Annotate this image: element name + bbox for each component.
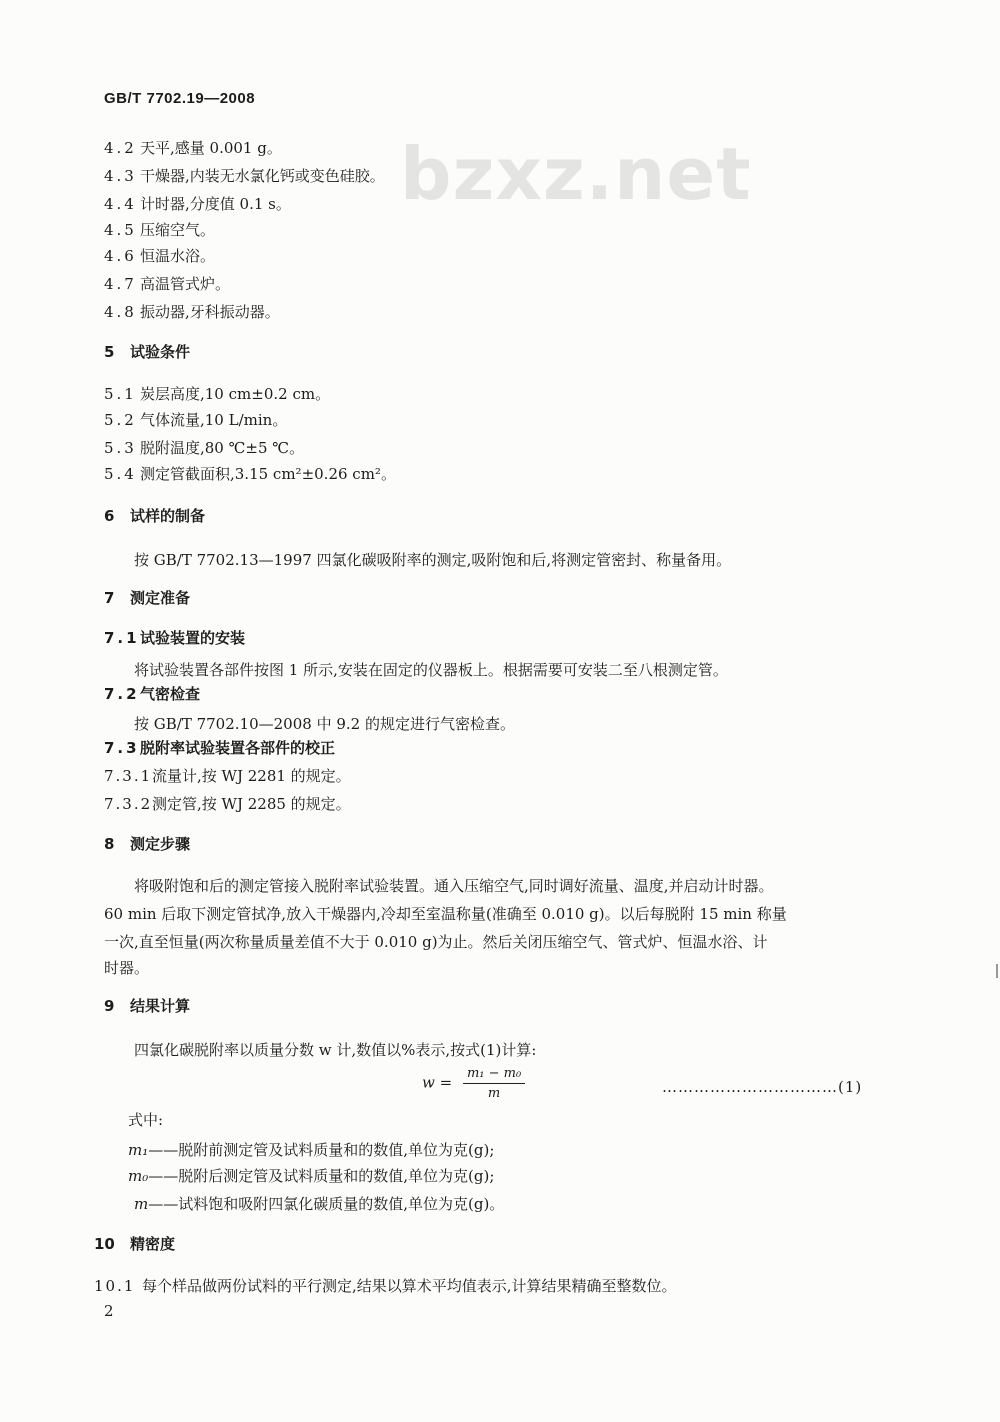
paragraph-line: 时器。	[104, 959, 150, 977]
subsection-number: 7.1	[104, 629, 140, 647]
subsection-heading	[104, 684, 200, 704]
paragraph: 按 GB/T 7702.10—2008 中 9.2 的规定进行气密检查。	[134, 715, 515, 733]
variable-definition	[128, 1140, 494, 1160]
variable-definition	[134, 1194, 504, 1214]
item-text: 天平,感量 0.001 g。	[140, 139, 282, 157]
item-number: 4.4	[104, 195, 137, 213]
section-title: 结果计算	[130, 997, 191, 1015]
paragraph: 将试验装置各部件按图 1 所示,安装在固定的仪器板上。根据需要可安装二至八根测定管。	[134, 661, 728, 679]
paragraph-line: 60 min 后取下测定管拭净,放入干燥器内,冷却至室温称量(准确至 0.010 g)。以后每脱附 15 min 称量	[104, 905, 787, 923]
item-number: 7.3.2	[104, 795, 153, 813]
list-item	[104, 794, 351, 814]
list-item	[104, 766, 351, 786]
section-number: 10	[94, 1235, 115, 1253]
item-text: 流量计,按 WJ 2281 的规定。	[152, 767, 351, 785]
item-number: 4.3	[104, 167, 137, 185]
page-number: 2	[104, 1302, 114, 1320]
item-number: 5.1	[104, 385, 137, 403]
list-item	[104, 166, 385, 186]
variable-definition	[128, 1166, 494, 1186]
formula-numerator: m₁ − m₀	[463, 1066, 525, 1084]
section-heading	[104, 506, 205, 526]
item-text: 脱附温度,80 ℃±5 ℃。	[140, 439, 305, 457]
section-title: 试验条件	[130, 343, 191, 361]
item-number: 5.3	[104, 439, 137, 457]
item-number: 4.2	[104, 139, 137, 157]
variable-symbol: m	[134, 1195, 149, 1213]
item-number: 5.4	[104, 465, 137, 483]
item-text: 炭层高度,10 cm±0.2 cm。	[140, 385, 331, 403]
equation-number: ……………………………(1)	[662, 1078, 863, 1096]
list-item	[104, 220, 215, 240]
subsection-heading	[104, 738, 335, 758]
list-item	[104, 464, 396, 484]
item-text: 振动器,牙科振动器。	[140, 303, 280, 321]
list-item	[104, 438, 304, 458]
section-heading	[104, 996, 190, 1016]
variable-text: ——试料饱和吸附四氯化碳质量的数值,单位为克(g)。	[148, 1195, 505, 1213]
section-number: 8	[104, 835, 115, 853]
item-text: 干燥器,内装无水氯化钙或变色硅胶。	[140, 167, 385, 185]
subsection-number: 7.3	[104, 739, 140, 757]
section-title: 试样的制备	[130, 507, 206, 525]
list-item	[104, 302, 280, 322]
variable-text: ——脱附后测定管及试料质量和的数值,单位为克(g);	[148, 1167, 495, 1185]
item-number: 4.6	[104, 247, 137, 265]
section-heading	[94, 1234, 175, 1254]
section-heading	[104, 588, 190, 608]
list-item	[104, 410, 287, 430]
list-item	[94, 1276, 677, 1296]
item-number: 7.3.1	[104, 767, 153, 785]
subsection-title: 气密检查	[140, 685, 201, 703]
subsection-title: 试验装置的安装	[140, 629, 246, 647]
item-text: 高温管式炉。	[140, 275, 231, 293]
list-item	[104, 384, 330, 404]
list-item	[104, 138, 282, 158]
section-number: 9	[104, 997, 115, 1015]
formula-lhs: w =	[422, 1073, 453, 1092]
standard-header: GB/T 7702.19—2008	[104, 90, 256, 107]
subsection-title: 脱附率试验装置各部件的校正	[140, 739, 336, 757]
formula-denominator: m	[487, 1086, 501, 1101]
list-item	[104, 274, 230, 294]
list-item	[104, 194, 291, 214]
item-number: 5.2	[104, 411, 137, 429]
section-number: 6	[104, 507, 115, 525]
paragraph: 四氯化碳脱附率以质量分数 w 计,数值以%表示,按式(1)计算:	[134, 1041, 537, 1059]
item-text: 测定管,按 WJ 2285 的规定。	[152, 795, 351, 813]
item-text: 每个样品做两份试料的平行测定,结果以算术平均值表示,计算结果精确至整数位。	[142, 1277, 677, 1295]
item-number: 4.8	[104, 303, 137, 321]
section-heading	[104, 342, 190, 362]
subsection-heading	[104, 628, 245, 648]
formula-fraction	[463, 1066, 525, 1101]
item-text: 计时器,分度值 0.1 s。	[140, 195, 291, 213]
section-number: 5	[104, 343, 115, 361]
variable-symbol: m₀	[128, 1167, 149, 1185]
formula	[422, 1066, 525, 1101]
variable-text: ——脱附前测定管及试料质量和的数值,单位为克(g);	[148, 1141, 495, 1159]
item-number: 4.7	[104, 275, 137, 293]
item-text: 恒温水浴。	[140, 247, 216, 265]
where-label: 式中:	[128, 1111, 164, 1129]
section-number: 7	[104, 589, 115, 607]
paragraph: 按 GB/T 7702.13—1997 四氯化碳吸附率的测定,吸附饱和后,将测定管密封、称量备用。	[134, 551, 732, 569]
list-item	[104, 246, 215, 266]
item-number: 4.5	[104, 221, 137, 239]
scan-edge-mark	[996, 964, 998, 978]
section-title: 测定准备	[130, 589, 191, 607]
item-text: 测定管截面积,3.15 cm²±0.26 cm²。	[140, 465, 396, 483]
watermark: bzxz.net	[400, 132, 752, 216]
paragraph-line: 一次,直至恒量(两次称量质量差值不大于 0.010 g)为止。然后关闭压缩空气、管式炉、恒温水浴、计	[104, 933, 768, 951]
paragraph-line: 将吸附饱和后的测定管接入脱附率试验装置。通入压缩空气,同时调好流量、温度,并启动计时器。	[134, 877, 774, 895]
section-title: 测定步骤	[130, 835, 191, 853]
subsection-number: 7.2	[104, 685, 140, 703]
section-heading	[104, 834, 190, 854]
item-text: 压缩空气。	[140, 221, 216, 239]
section-title: 精密度	[130, 1235, 176, 1253]
item-text: 气体流量,10 L/min。	[140, 411, 288, 429]
variable-symbol: m₁	[128, 1141, 149, 1159]
item-number: 10.1	[94, 1277, 136, 1295]
